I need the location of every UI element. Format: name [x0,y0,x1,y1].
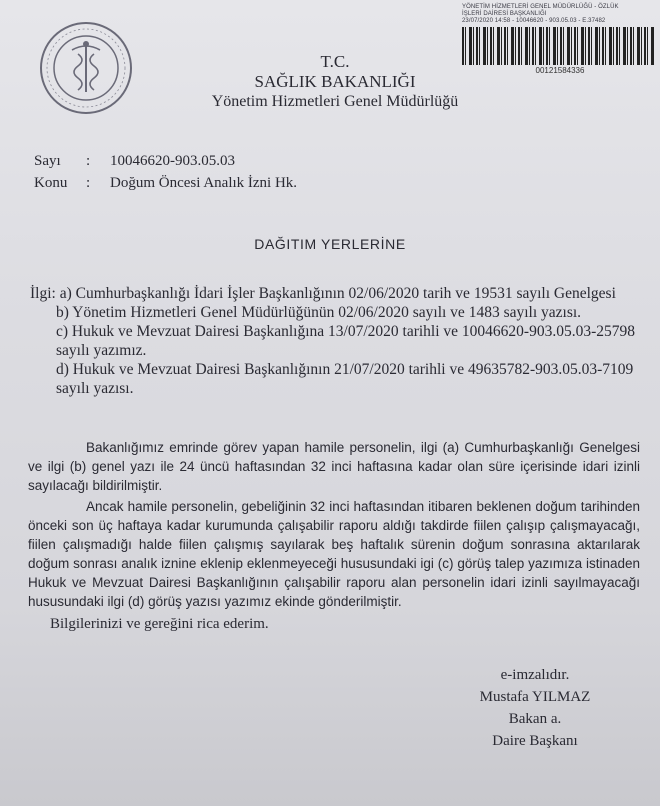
registry-stamp [462,4,658,90]
body-paragraph-1: Bakanlığımız emrinde görev yapan hamile personelin, ilgi (a) Cumhurbaşkanlığı Genelgesi ve ilgi (b) genel yazı ile 24 üncü haftasından 32 inci haftasına kadar olan süre içerisinde idari izinli sayılacağı bildirilmiştir. [28,440,640,493]
barcode [462,27,654,65]
sayi-label: Sayı [34,153,61,169]
references-block [30,284,636,398]
signature-block [440,664,630,752]
body-paragraph-3: Bilgilerinizi ve gereğini rica ederim. [50,616,269,632]
header-tc: T.C. [320,52,350,71]
meta-row-konu [34,172,297,194]
stamp-line: 23/07/2020 14:58 - 10046620 - 903.05.03 - E.37482 [462,18,606,24]
reference-c: c) Hukuk ve Mevzuat Dairesi Başkanlığına 13/07/2020 tarihli ve 10046620-903.05.03-25798 sayılı yazımız. [56,323,635,359]
meta-separator: : [86,153,91,169]
stamp-line: YÖNETİM HİZMETLERİ GENEL MÜDÜRLÜĞÜ - ÖZLÜK [462,4,619,10]
e-signature-note: e-imzalıdır. [500,667,570,683]
letterhead [180,52,490,112]
signatory-name: Mustafa YILMAZ [479,689,591,705]
letter-body [28,438,640,634]
sayi-value: 10046620-903.05.03 [110,153,235,169]
konu-label: Konu [34,175,68,191]
reference-d: d) Hukuk ve Mevzuat Dairesi Başkanlığının 21/07/2020 tarihli ve 49635782-903.05.03-7109 sayılı yazısı. [56,361,634,397]
distribution-heading: DAĞITIM YERLERİNE [254,236,406,252]
body-paragraph-2: Ancak hamile personelin, gebeliğinin 32 inci haftasından itibaren beklenen doğum tarihinden önceki son üç haftaya kadar kurumunda çalışabilir raporu aldığı takdirde fiilen çalışıp çalışmayacağı, fiilen çalışmadığı halde fiilen çalışmış sayılarak beş haftalık sürenin doğum sonrasına aktarılarak doğum sonrası analık iznine eklenip eklenmeyeceği hususundaki igi (c) görüş talep yazımıza istinaden Hukuk ve Mevzuat Dairesi Başkanlığının çalışabilir raporu alan personelin idari izinli sayılmayacağı hususundaki ilgi (d) görüş yazısı yazımız ekinde gönderilmiştir. [28,499,640,609]
barcode-number: 00121584336 [535,66,585,75]
ministry-seal-logo [38,20,134,116]
header-department: Yönetim Hizmetleri Genel Müdürlüğü [211,93,459,110]
stamp-line: İŞLERİ DAİRESİ BAŞKANLIĞI [462,11,547,17]
signatory-authority: Bakan a. [508,711,562,727]
document-meta [34,150,297,194]
meta-row-sayi [34,150,297,172]
reference-b: b) Yönetim Hizmetleri Genel Müdürlüğünün 02/06/2020 sayılı ve 1483 sayılı yazısı. [56,304,582,321]
signatory-title: Daire Başkanı [492,733,578,749]
header-ministry: SAĞLIK BAKANLIĞI [254,72,416,91]
konu-value: Doğum Öncesi Analık İzni Hk. [110,175,298,191]
meta-separator: : [86,175,91,191]
reference-a: İlgi: a) Cumhurbaşkanlığı İdari İşler Başkanlığının 02/06/2020 tarih ve 19531 sayılı Genelgesi [30,285,616,302]
